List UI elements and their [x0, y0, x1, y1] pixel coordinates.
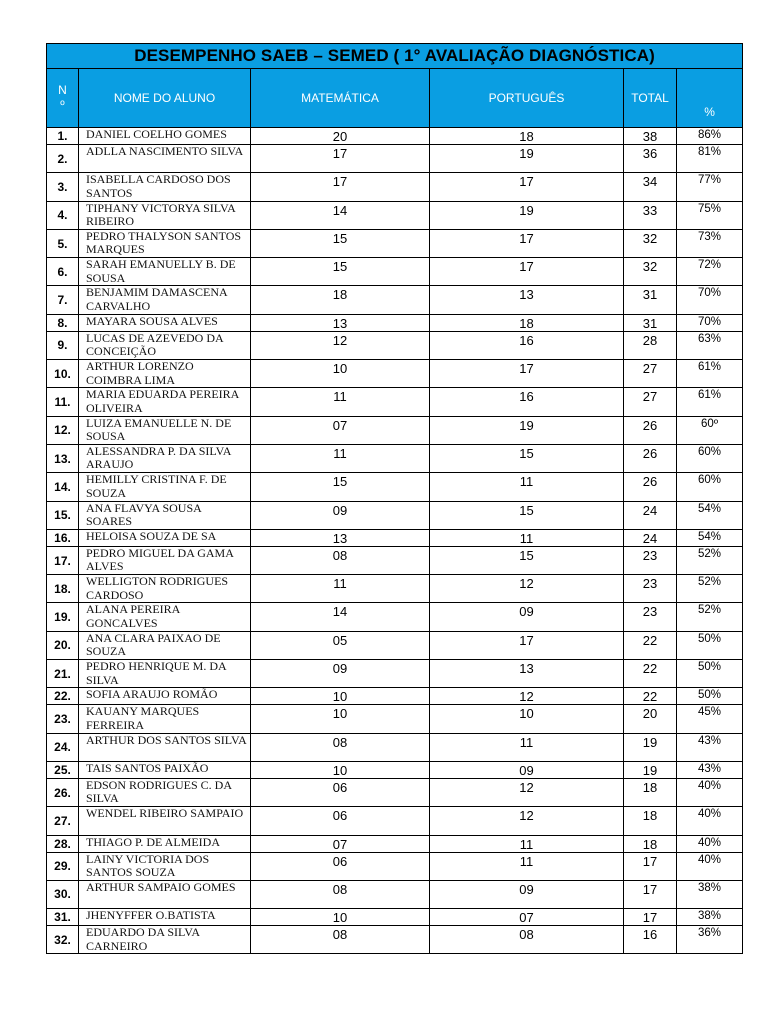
math-score: 09 — [251, 501, 430, 529]
row-number: 5. — [47, 229, 79, 257]
row-number: 1. — [47, 128, 79, 145]
row-number: 25. — [47, 761, 79, 778]
portuguese-score: 12 — [430, 807, 624, 835]
math-score: 06 — [251, 807, 430, 835]
portuguese-score: 16 — [430, 388, 624, 416]
row-number: 27. — [47, 807, 79, 835]
percent-score: 40% — [677, 778, 743, 806]
percent-score: 60% — [677, 473, 743, 501]
header-number — [47, 69, 79, 128]
row-number: 4. — [47, 201, 79, 229]
math-score: 14 — [251, 201, 430, 229]
grades-table — [46, 43, 743, 954]
student-name: JHENYFFER O.BATISTA — [79, 909, 251, 926]
student-name: ALESSANDRA P. DA SILVA ARAUJO — [79, 444, 251, 472]
portuguese-score: 13 — [430, 286, 624, 314]
table-row — [47, 852, 743, 880]
table-row — [47, 778, 743, 806]
table-row — [47, 258, 743, 286]
portuguese-score: 11 — [430, 473, 624, 501]
student-name: ISABELLA CARDOSO DOS SANTOS — [79, 173, 251, 201]
table-row — [47, 388, 743, 416]
total-score: 19 — [624, 761, 677, 778]
portuguese-score: 19 — [430, 201, 624, 229]
total-score: 28 — [624, 331, 677, 359]
portuguese-score: 10 — [430, 705, 624, 733]
percent-score: 52% — [677, 575, 743, 603]
header-number-n: N — [58, 83, 67, 97]
math-score: 08 — [251, 546, 430, 574]
portuguese-score: 11 — [430, 529, 624, 546]
total-score: 26 — [624, 473, 677, 501]
row-number: 24. — [47, 733, 79, 761]
student-name: WENDEL RIBEIRO SAMPAIO — [79, 807, 251, 835]
math-score: 07 — [251, 416, 430, 444]
row-number: 16. — [47, 529, 79, 546]
row-number: 28. — [47, 835, 79, 852]
header-portuguese: PORTUGUÊS — [430, 69, 624, 128]
math-score: 06 — [251, 778, 430, 806]
table-row — [47, 286, 743, 314]
table-title: DESEMPENHO SAEB – SEMED ( 1° AVALIAÇÃO DIAGNÓSTICA) — [47, 44, 743, 69]
math-score: 20 — [251, 128, 430, 145]
math-score: 17 — [251, 173, 430, 201]
portuguese-score: 19 — [430, 416, 624, 444]
math-score: 10 — [251, 360, 430, 388]
student-name: MARIA EDUARDA PEREIRA OLIVEIRA — [79, 388, 251, 416]
portuguese-score: 15 — [430, 546, 624, 574]
table-row — [47, 761, 743, 778]
math-score: 10 — [251, 909, 430, 926]
student-name: THIAGO P. DE ALMEIDA — [79, 835, 251, 852]
table-row — [47, 201, 743, 229]
student-name: ADLLA NASCIMENTO SILVA — [79, 145, 251, 173]
student-name: LAINY VICTORIA DOS SANTOS SOUZA — [79, 852, 251, 880]
percent-score: 70% — [677, 286, 743, 314]
total-score: 17 — [624, 880, 677, 908]
table-row — [47, 173, 743, 201]
row-number: 31. — [47, 909, 79, 926]
math-score: 07 — [251, 835, 430, 852]
math-score: 10 — [251, 688, 430, 705]
student-name: SARAH EMANUELLY B. DE SOUSA — [79, 258, 251, 286]
portuguese-score: 11 — [430, 852, 624, 880]
percent-score: 75% — [677, 201, 743, 229]
total-score: 16 — [624, 926, 677, 954]
percent-score: 63% — [677, 331, 743, 359]
table-body — [47, 128, 743, 954]
student-name: PEDRO MIGUEL DA GAMA ALVES — [79, 546, 251, 574]
total-score: 20 — [624, 705, 677, 733]
student-name: LUCAS DE AZEVEDO DA CONCEIÇÃO — [79, 331, 251, 359]
math-score: 11 — [251, 388, 430, 416]
student-name: HEMILLY CRISTINA F. DE SOUZA — [79, 473, 251, 501]
header-total: TOTAL — [624, 69, 677, 128]
table-row — [47, 360, 743, 388]
table-row — [47, 631, 743, 659]
student-name: ARTHUR LORENZO COIMBRA LIMA — [79, 360, 251, 388]
student-name: LUIZA EMANUELLE N. DE SOUSA — [79, 416, 251, 444]
portuguese-score: 17 — [430, 360, 624, 388]
student-name: KAUANY MARQUES FERREIRA — [79, 705, 251, 733]
portuguese-score: 17 — [430, 631, 624, 659]
percent-score: 50% — [677, 631, 743, 659]
math-score: 18 — [251, 286, 430, 314]
table-row — [47, 807, 743, 835]
percent-score: 60% — [677, 444, 743, 472]
math-score: 14 — [251, 603, 430, 631]
table-row — [47, 145, 743, 173]
portuguese-score: 18 — [430, 314, 624, 331]
portuguese-score: 09 — [430, 880, 624, 908]
total-score: 19 — [624, 733, 677, 761]
student-name: ARTHUR SAMPAIO GOMES — [79, 880, 251, 908]
portuguese-score: 13 — [430, 660, 624, 688]
header-student-name: NOME DO ALUNO — [79, 69, 251, 128]
portuguese-score: 15 — [430, 444, 624, 472]
total-score: 23 — [624, 575, 677, 603]
percent-score: 61% — [677, 360, 743, 388]
row-number: 3. — [47, 173, 79, 201]
row-number: 18. — [47, 575, 79, 603]
portuguese-score: 12 — [430, 575, 624, 603]
percent-score: 36% — [677, 926, 743, 954]
row-number: 6. — [47, 258, 79, 286]
row-number: 8. — [47, 314, 79, 331]
total-score: 26 — [624, 444, 677, 472]
math-score: 11 — [251, 575, 430, 603]
math-score: 08 — [251, 926, 430, 954]
row-number: 20. — [47, 631, 79, 659]
percent-score: 50% — [677, 688, 743, 705]
row-number: 10. — [47, 360, 79, 388]
percent-score: 60º — [677, 416, 743, 444]
portuguese-score: 15 — [430, 501, 624, 529]
portuguese-score: 11 — [430, 733, 624, 761]
table-row — [47, 546, 743, 574]
percent-score: 40% — [677, 852, 743, 880]
student-name: WELLIGTON RODRIGUES CARDOSO — [79, 575, 251, 603]
row-number: 19. — [47, 603, 79, 631]
student-name: BENJAMIM DAMASCENA CARVALHO — [79, 286, 251, 314]
total-score: 18 — [624, 835, 677, 852]
student-name: DANIEL COELHO GOMES — [79, 128, 251, 145]
portuguese-score: 16 — [430, 331, 624, 359]
table-row — [47, 909, 743, 926]
total-score: 38 — [624, 128, 677, 145]
math-score: 06 — [251, 852, 430, 880]
total-score: 33 — [624, 201, 677, 229]
total-score: 24 — [624, 501, 677, 529]
total-score: 18 — [624, 807, 677, 835]
table-row — [47, 705, 743, 733]
math-score: 13 — [251, 529, 430, 546]
row-number: 7. — [47, 286, 79, 314]
total-score: 24 — [624, 529, 677, 546]
portuguese-score: 19 — [430, 145, 624, 173]
table-row — [47, 880, 743, 908]
grades-sheet — [46, 43, 742, 954]
student-name: ARTHUR DOS SANTOS SILVA — [79, 733, 251, 761]
student-name: EDSON RODRIGUES C. DA SILVA — [79, 778, 251, 806]
student-name: HELOISA SOUZA DE SA — [79, 529, 251, 546]
portuguese-score: 09 — [430, 761, 624, 778]
table-row — [47, 416, 743, 444]
table-row — [47, 688, 743, 705]
total-score: 34 — [624, 173, 677, 201]
percent-score: 77% — [677, 173, 743, 201]
portuguese-score: 07 — [430, 909, 624, 926]
student-name: ALANA PEREIRA GONCALVES — [79, 603, 251, 631]
student-name: ANA CLARA PAIXAO DE SOUZA — [79, 631, 251, 659]
student-name: EDUARDO DA SILVA CARNEIRO — [79, 926, 251, 954]
percent-score: 54% — [677, 501, 743, 529]
row-number: 15. — [47, 501, 79, 529]
portuguese-score: 17 — [430, 258, 624, 286]
total-score: 26 — [624, 416, 677, 444]
percent-score: 38% — [677, 909, 743, 926]
percent-score: 81% — [677, 145, 743, 173]
total-score: 32 — [624, 229, 677, 257]
portuguese-score: 09 — [430, 603, 624, 631]
row-number: 23. — [47, 705, 79, 733]
table-row — [47, 575, 743, 603]
portuguese-score: 11 — [430, 835, 624, 852]
math-score: 10 — [251, 705, 430, 733]
row-number: 9. — [47, 331, 79, 359]
row-number: 14. — [47, 473, 79, 501]
student-name: TAIS SANTOS PAIXÃO — [79, 761, 251, 778]
total-score: 17 — [624, 909, 677, 926]
row-number: 22. — [47, 688, 79, 705]
total-score: 18 — [624, 778, 677, 806]
student-name: TIPHANY VICTORYA SILVA RIBEIRO — [79, 201, 251, 229]
total-score: 27 — [624, 388, 677, 416]
percent-score: 38% — [677, 880, 743, 908]
portuguese-score: 17 — [430, 173, 624, 201]
math-score: 12 — [251, 331, 430, 359]
percent-score: 73% — [677, 229, 743, 257]
percent-score: 72% — [677, 258, 743, 286]
percent-score: 52% — [677, 603, 743, 631]
row-number: 30. — [47, 880, 79, 908]
math-score: 05 — [251, 631, 430, 659]
total-score: 22 — [624, 631, 677, 659]
portuguese-score: 17 — [430, 229, 624, 257]
table-row — [47, 501, 743, 529]
total-score: 23 — [624, 603, 677, 631]
percent-score: 40% — [677, 835, 743, 852]
table-row — [47, 331, 743, 359]
percent-score: 86% — [677, 128, 743, 145]
total-score: 32 — [624, 258, 677, 286]
header-number-o: º — [60, 98, 65, 112]
table-row — [47, 660, 743, 688]
percent-score: 43% — [677, 761, 743, 778]
portuguese-score: 08 — [430, 926, 624, 954]
math-score: 09 — [251, 660, 430, 688]
table-row — [47, 128, 743, 145]
total-score: 31 — [624, 314, 677, 331]
percent-score: 40% — [677, 807, 743, 835]
math-score: 08 — [251, 733, 430, 761]
math-score: 10 — [251, 761, 430, 778]
student-name: PEDRO HENRIQUE M. DA SILVA — [79, 660, 251, 688]
row-number: 12. — [47, 416, 79, 444]
table-row — [47, 444, 743, 472]
student-name: PEDRO THALYSON SANTOS MARQUES — [79, 229, 251, 257]
total-score: 22 — [624, 688, 677, 705]
table-row — [47, 229, 743, 257]
percent-score: 45% — [677, 705, 743, 733]
row-number: 29. — [47, 852, 79, 880]
percent-score: 54% — [677, 529, 743, 546]
row-number: 21. — [47, 660, 79, 688]
row-number: 32. — [47, 926, 79, 954]
table-row — [47, 835, 743, 852]
portuguese-score: 18 — [430, 128, 624, 145]
table-row — [47, 733, 743, 761]
math-score: 17 — [251, 145, 430, 173]
percent-score: 61% — [677, 388, 743, 416]
row-number: 26. — [47, 778, 79, 806]
math-score: 13 — [251, 314, 430, 331]
math-score: 08 — [251, 880, 430, 908]
row-number: 11. — [47, 388, 79, 416]
student-name: ANA FLAVYA SOUSA SOARES — [79, 501, 251, 529]
portuguese-score: 12 — [430, 688, 624, 705]
row-number: 13. — [47, 444, 79, 472]
table-row — [47, 314, 743, 331]
math-score: 11 — [251, 444, 430, 472]
student-name: SOFIA ARAUJO ROMÃO — [79, 688, 251, 705]
percent-score: 50% — [677, 660, 743, 688]
total-score: 31 — [624, 286, 677, 314]
total-score: 22 — [624, 660, 677, 688]
total-score: 23 — [624, 546, 677, 574]
row-number: 17. — [47, 546, 79, 574]
header-math: MATEMÁTICA — [251, 69, 430, 128]
table-row — [47, 529, 743, 546]
header-percent: % — [677, 69, 743, 128]
total-score: 36 — [624, 145, 677, 173]
math-score: 15 — [251, 258, 430, 286]
math-score: 15 — [251, 229, 430, 257]
total-score: 27 — [624, 360, 677, 388]
table-row — [47, 926, 743, 954]
row-number: 2. — [47, 145, 79, 173]
percent-score: 70% — [677, 314, 743, 331]
total-score: 17 — [624, 852, 677, 880]
table-row — [47, 603, 743, 631]
percent-score: 52% — [677, 546, 743, 574]
table-row — [47, 473, 743, 501]
math-score: 15 — [251, 473, 430, 501]
student-name: MAYARA SOUSA ALVES — [79, 314, 251, 331]
portuguese-score: 12 — [430, 778, 624, 806]
percent-score: 43% — [677, 733, 743, 761]
